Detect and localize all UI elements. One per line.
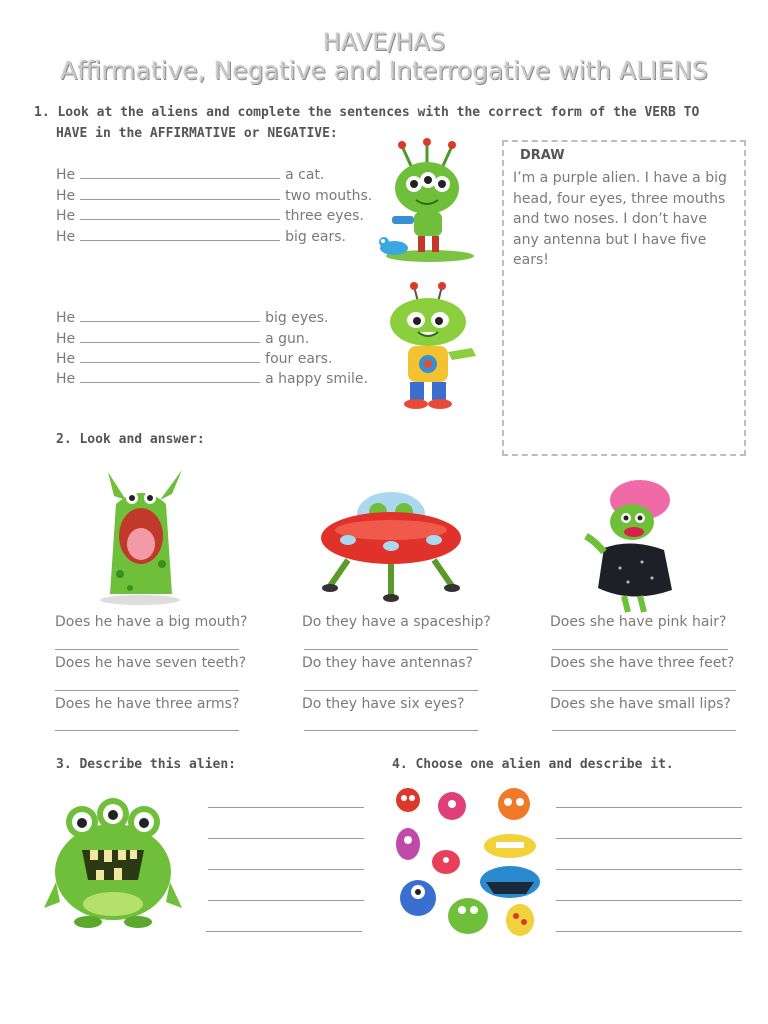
answer-line[interactable] [55, 690, 239, 691]
draw-text-line: head, four eyes, three mouths [513, 190, 726, 207]
answer-line[interactable] [55, 649, 239, 650]
question: Does he have three arms? [55, 696, 240, 712]
draw-description [513, 168, 743, 271]
sentence-ending: a cat. [285, 167, 325, 183]
sentence-row [56, 370, 368, 387]
answer-blank[interactable] [80, 187, 280, 200]
draw-text-line: I’m a purple alien. I have a big [513, 170, 727, 186]
answer-line[interactable] [552, 690, 736, 691]
sentence-subject: He [56, 371, 76, 387]
green-alien-in-suit-image [376, 282, 484, 410]
three-eyed-green-monster-image [42, 792, 184, 930]
sentence-ending: two mouths. [285, 188, 373, 204]
green-alien-with-pet-image [372, 138, 482, 264]
monster-collection-image [386, 782, 546, 940]
sentence-row [56, 207, 364, 224]
question: Do they have a spaceship? [302, 614, 491, 630]
ex3-instruction: 3. Describe this alien: [56, 757, 237, 772]
answer-line[interactable] [304, 690, 478, 691]
description-line[interactable] [208, 838, 364, 839]
sentence-ending: big eyes. [265, 310, 329, 326]
sentence-ending: a gun. [265, 331, 310, 347]
sentence-subject: He [56, 229, 76, 245]
description-line[interactable] [556, 807, 742, 808]
sentence-subject: He [56, 351, 76, 367]
sentence-row [56, 309, 329, 326]
sentence-row [56, 350, 332, 367]
answer-line[interactable] [55, 730, 239, 731]
description-line[interactable] [556, 931, 742, 932]
draw-text-line: any antenna but I have five [513, 231, 707, 248]
description-line[interactable] [556, 838, 742, 839]
draw-text-line: and two noses. I don’t have [513, 211, 707, 227]
sentence-subject: He [56, 310, 76, 326]
answer-line[interactable] [304, 649, 478, 650]
sentence-ending: three eyes. [285, 208, 364, 224]
answer-blank[interactable] [80, 207, 280, 220]
draw-text-line: ears! [513, 252, 549, 268]
sentence-subject: He [56, 331, 76, 347]
question: Does she have pink hair? [550, 614, 727, 630]
description-line[interactable] [556, 869, 742, 870]
question: Do they have antennas? [302, 655, 473, 671]
page-title: HAVE/HAS [322, 28, 446, 56]
green-monster-big-mouth-image [86, 464, 198, 606]
ex1-instruction-line2: HAVE in the AFFIRMATIVE or NEGATIVE: [56, 126, 338, 141]
sentence-ending: big ears. [285, 229, 346, 245]
answer-blank[interactable] [80, 350, 260, 363]
description-line[interactable] [208, 869, 364, 870]
ex4-instruction: 4. Choose one alien and describe it. [392, 757, 674, 772]
description-line[interactable] [556, 900, 742, 901]
sentence-subject: He [56, 188, 76, 204]
answer-blank[interactable] [80, 228, 280, 241]
sentence-row [56, 166, 324, 183]
answer-blank[interactable] [80, 166, 280, 179]
description-line[interactable] [208, 807, 364, 808]
sentence-row [56, 187, 372, 204]
question: Does he have seven teeth? [55, 655, 247, 671]
alien-lady-pink-hair-image [582, 478, 682, 614]
sentence-ending: four ears. [265, 351, 333, 367]
sentence-subject: He [56, 167, 76, 183]
description-line[interactable] [208, 900, 364, 901]
question: Does she have three feet? [550, 655, 735, 671]
ex1-instruction-line1: 1. Look at the aliens and complete the sentences with the correct form of the VERB TO [34, 105, 700, 120]
answer-line[interactable] [304, 730, 478, 731]
question: Do they have six eyes? [302, 696, 465, 712]
sentence-ending: a happy smile. [265, 371, 368, 387]
answer-blank[interactable] [80, 330, 260, 343]
page-subtitle: Affirmative, Negative and Interrogative with ALIENS [60, 56, 708, 85]
answer-blank[interactable] [80, 309, 260, 322]
question: Does she have small lips? [550, 696, 731, 712]
draw-heading: DRAW [520, 148, 565, 163]
red-spaceship-image [318, 486, 464, 610]
answer-blank[interactable] [80, 370, 260, 383]
sentence-row [56, 228, 346, 245]
description-line[interactable] [206, 931, 362, 932]
sentence-subject: He [56, 208, 76, 224]
question: Does he have a big mouth? [55, 614, 248, 630]
answer-line[interactable] [552, 730, 736, 731]
sentence-row [56, 330, 309, 347]
ex2-instruction: 2. Look and answer: [56, 432, 205, 447]
answer-line[interactable] [552, 649, 728, 650]
